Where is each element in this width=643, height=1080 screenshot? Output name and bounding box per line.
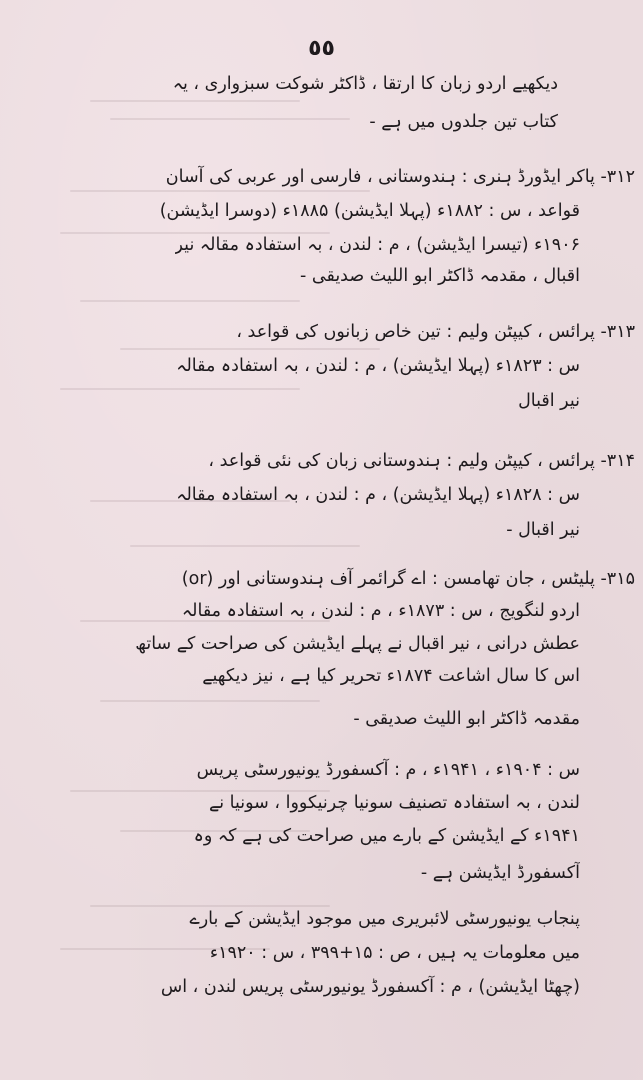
text-line: آکسفورڈ ایڈیشن ہے -: [420, 863, 580, 883]
text-line: نیر اقبال: [518, 391, 580, 411]
text-line: کتاب تین جلدوں میں ہے -: [369, 112, 558, 132]
text-line: س : ۱۸۲۳ء (پہلا ایڈیشن) ، م : لندن ، بہ استفادہ مقالہ: [176, 356, 580, 376]
entry-313-heading: ۳۱۳- پرائس ، کیپٹن ولیم : تین خاص زبانوں کی قواعد ،: [236, 322, 635, 342]
entry-312-heading: ۳۱۲- پاکر ایڈورڈ ہنری : ہندوستانی ، فارسی اور عربی کی آسان: [165, 167, 635, 187]
entry-314-heading: ۳۱۴- پرائس ، کیپٹن ولیم : ہندوستانی زبان کی نئی قواعد ،: [208, 451, 635, 471]
text-line: ۱۹۴۱ء کے ایڈیشن کے بارے میں صراحت کی ہے کہ وہ: [193, 826, 580, 846]
text-line: اقبال ، مقدمہ ڈاکٹر ابو اللیث صدیقی -: [300, 266, 580, 286]
text-line: نیر اقبال -: [506, 520, 580, 540]
text-line: س : ۱۸۲۸ء (پہلا ایڈیشن) ، م : لندن ، بہ استفادہ مقالہ: [176, 485, 580, 505]
text-line: اس کا سال اشاعت ۱۸۷۴ء تحریر کیا ہے ، نیز دیکھیے: [202, 666, 580, 686]
text-line: لندن ، بہ استفادہ تصنیف سونیا چرنیکووا ، سونیا نے: [208, 793, 580, 813]
text-line: (چھٹا ایڈیشن) ، م : آکسفورڈ یونیورسٹی پریس لندن ، اس: [160, 977, 580, 997]
text-line: اردو لنگویج ، س : ۱۸۷۳ء ، م : لندن ، بہ استفادہ مقالہ: [181, 601, 580, 621]
text-line: قواعد ، س : ۱۸۸۲ء (پہلا ایڈیشن) ۱۸۸۵ء (دوسرا ایڈیشن): [159, 201, 580, 221]
entry-315-heading: ۳۱۵- پلیٹس ، جان تھامسن : اے گرائمر آف ہندوستانی اور (or): [181, 569, 635, 589]
text-line: عطش درانی ، نیر اقبال نے پہلے ایڈیشن کی صراحت کے ساتھ: [135, 634, 580, 654]
page-number: ٥٥: [308, 36, 335, 61]
text-line: ۱۹۰۶ء (تیسرا ایڈیشن) ، م : لندن ، بہ استفادہ مقالہ نیر: [174, 235, 580, 255]
text-line: میں معلومات یہ ہیں ، ص : ۱۵+۳۹۹ ، س : ۱۹۲۰ء: [209, 943, 580, 963]
text-line: مقدمہ ڈاکٹر ابو اللیث صدیقی -: [353, 709, 580, 729]
text-line: س : ۱۹۰۴ء ، ۱۹۴۱ء ، م : آکسفورڈ یونیورسٹی پریس: [196, 760, 580, 780]
text-line: دیکھیے اردو زبان کا ارتقا ، ڈاکٹر شوکت سبزواری ، یہ: [172, 74, 558, 94]
text-line: پنجاب یونیورسٹی لائبریری میں موجود ایڈیشن کے بارے: [189, 909, 580, 929]
